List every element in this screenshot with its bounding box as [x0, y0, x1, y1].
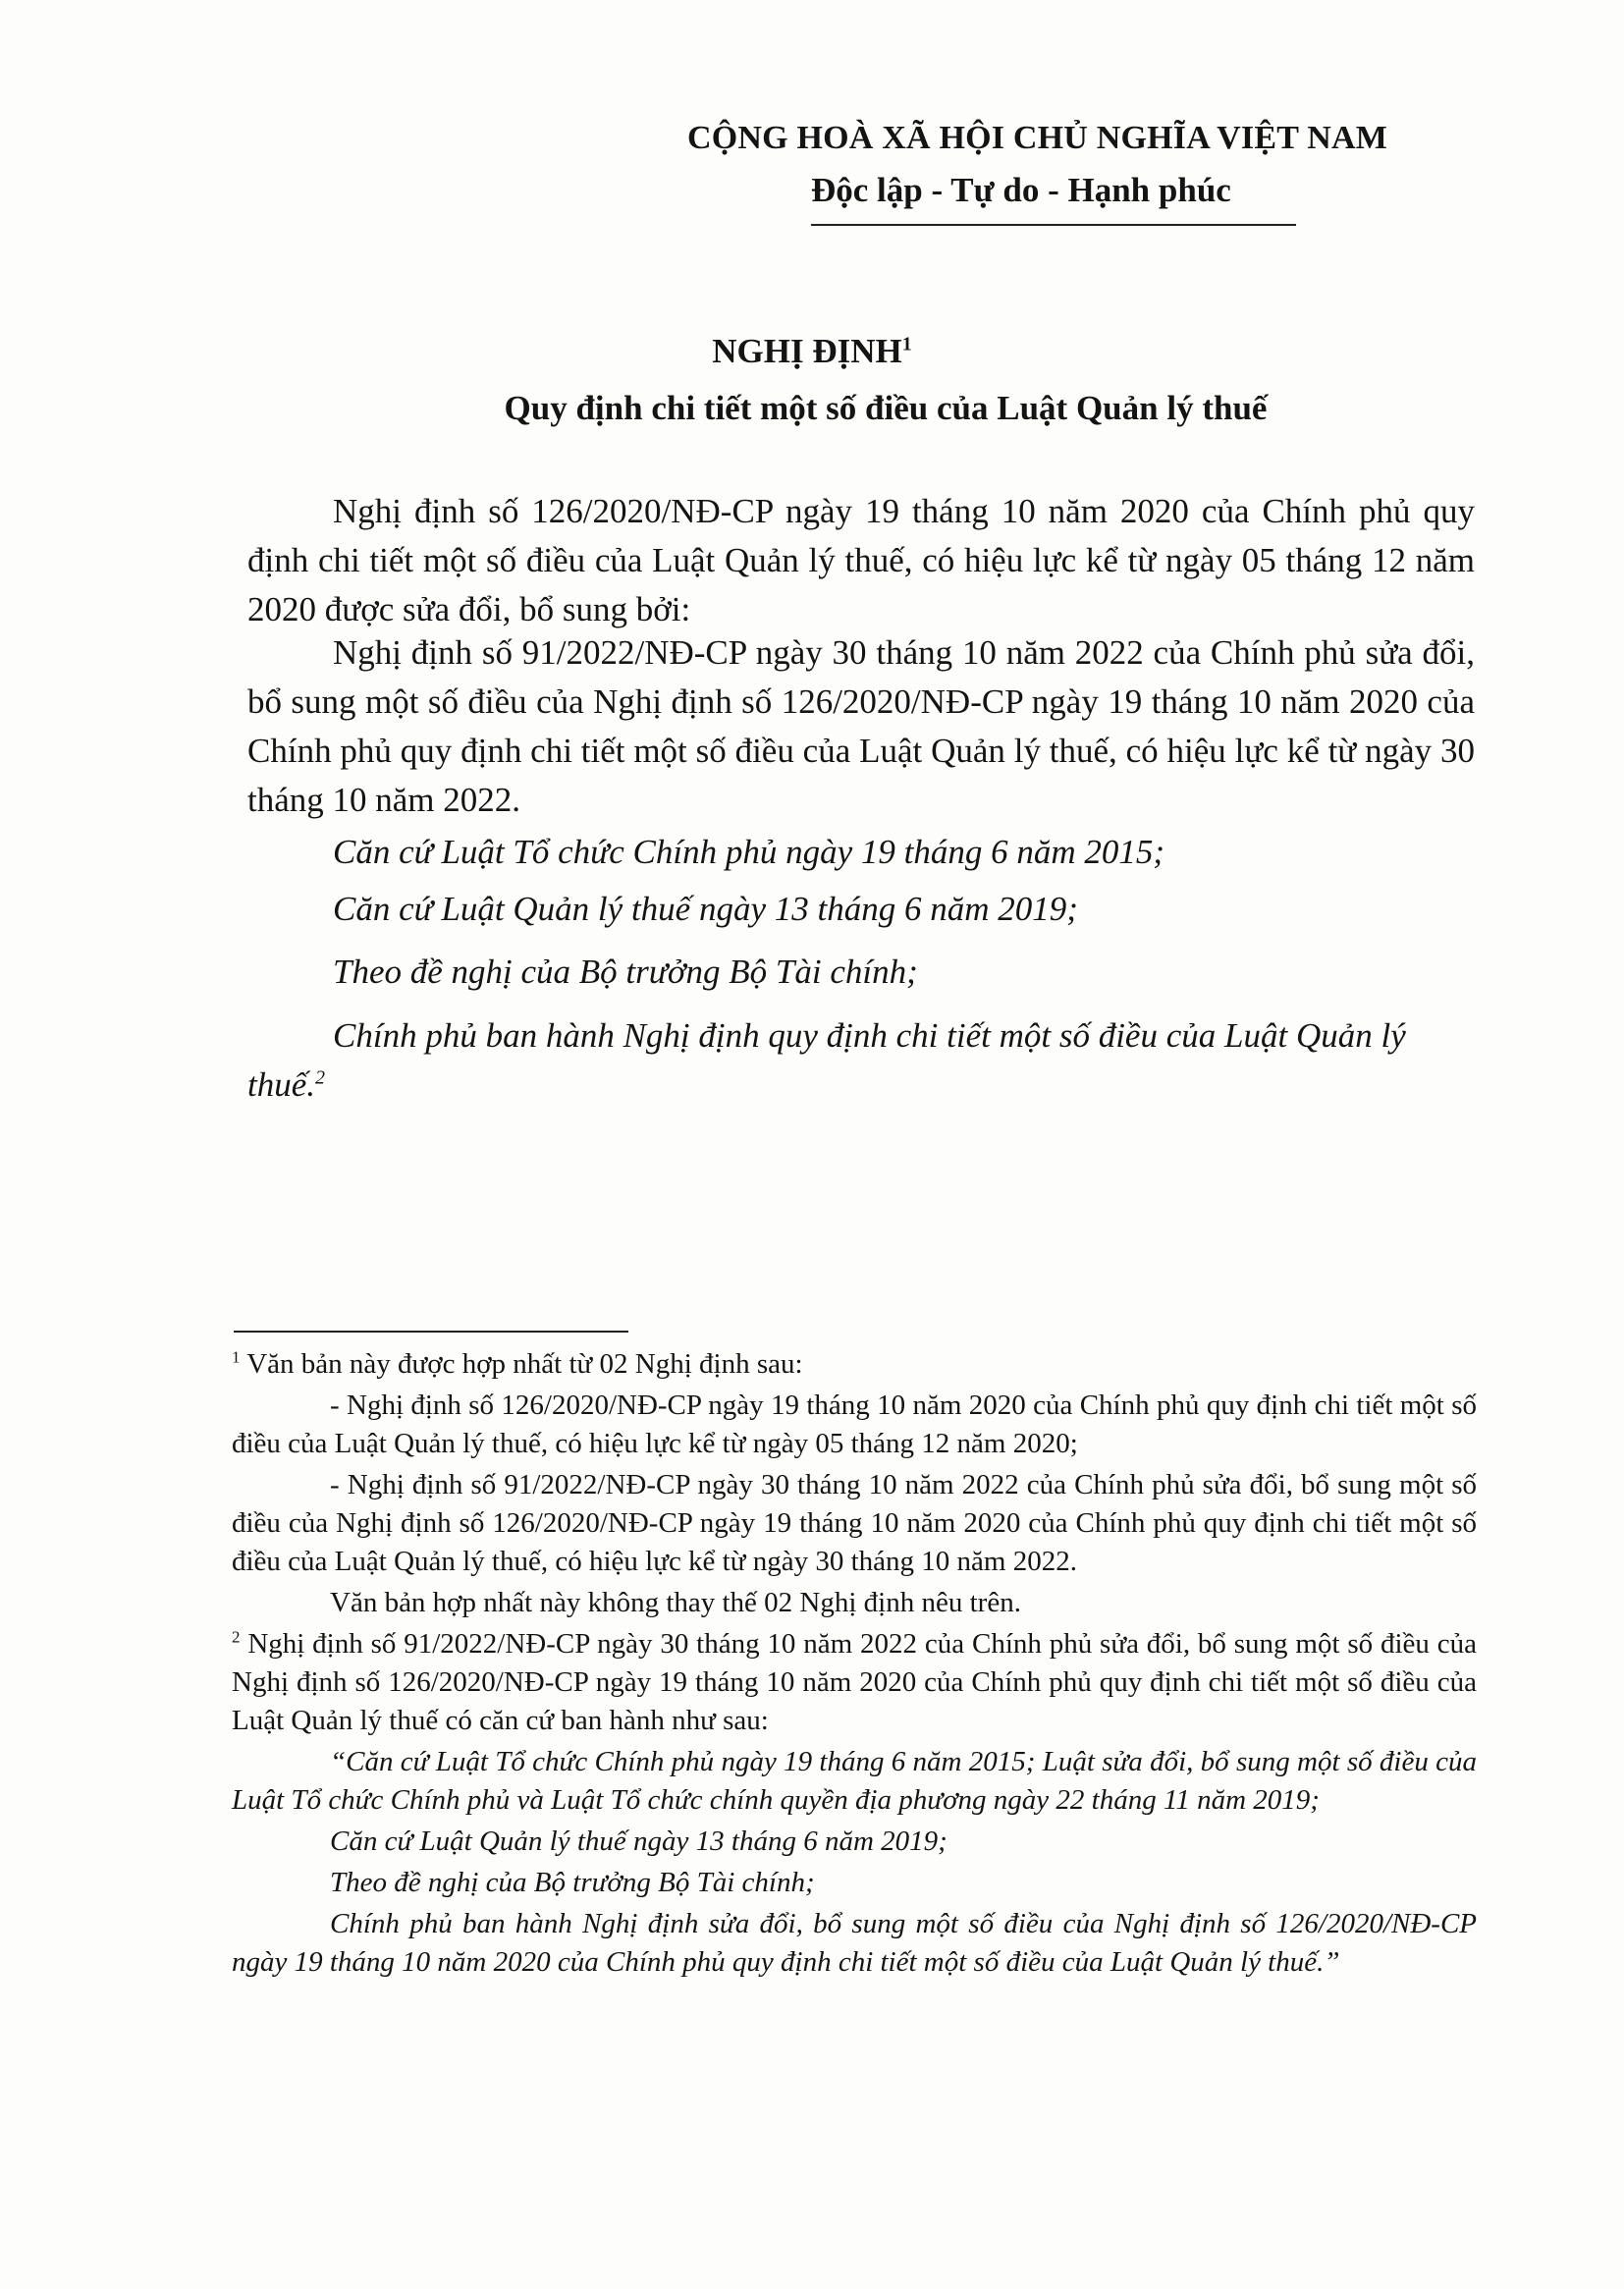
document-title [0, 332, 1624, 371]
footnote-separator [234, 1331, 628, 1333]
body-paragraph-2 [247, 628, 1475, 825]
body-paragraph-1 [247, 487, 1475, 634]
legal-basis-3: Theo đề nghị của Bộ trưởng Bộ Tài chính; [333, 953, 918, 991]
header-underline [811, 224, 1296, 226]
title-footnote-ref[interactable]: 1 [901, 333, 912, 355]
legal-basis-2: Căn cứ Luật Quản lý thuế ngày 13 tháng 6 năm 2019; [333, 890, 1078, 928]
footnote-text: Nghị định số 91/2022/NĐ-CP ngày 30 tháng 10 năm 2022 của Chính phủ sửa đổi, bổ sung một số điều của Nghị định số 126/2020/NĐ-CP ngày 19 tháng 10 năm 2020 của Chính phủ quy định chi tiết một số điều của Luật Quản lý thuế có căn cứ ban hành như sau: [232, 1628, 1477, 1736]
legal-basis-1: Căn cứ Luật Tổ chức Chính phủ ngày 19 tháng 6 năm 2015; [333, 833, 1165, 871]
paragraph-text: Nghị định số 91/2022/NĐ-CP ngày 30 tháng 10 năm 2022 của Chính phủ sửa đổi, bổ sung một số điều của Nghị định số 126/2020/NĐ-CP ngày 19 tháng 10 năm 2020 của Chính phủ quy định chi tiết một số điều của Luật Quản lý thuế, có hiệu lực kể từ ngày 30 tháng 10 năm 2022. [247, 633, 1475, 819]
footnote-1-note: Văn bản hợp nhất này không thay thế 02 Nghị định nêu trên. [330, 1587, 1021, 1618]
title-text: NGHỊ ĐỊNH [712, 332, 902, 370]
national-motto: Độc lập - Tự do - Hạnh phúc [811, 171, 1231, 209]
footnote-1-item-1: - Nghị định số 126/2020/NĐ-CP ngày 19 tháng 10 năm 2020 của Chính phủ quy định chi tiết một số điều của Luật Quản lý thuế, có hiệu lực kể từ ngày 05 tháng 12 năm 2020; [232, 1390, 1477, 1459]
footnote-2-marker: 2 [232, 1627, 241, 1647]
footnote-2-quote-1: “Căn cứ Luật Tổ chức Chính phủ ngày 19 tháng 6 năm 2015; Luật sửa đổi, bổ sung một số điều của Luật Tổ chức Chính phủ và Luật Tổ chức chính quyền địa phương ngày 22 tháng 11 năm 2019; [232, 1746, 1477, 1816]
footnote-2-quote-4: Chính phủ ban hành Nghị định sửa đổi, bổ sung một số điều của Nghị định số 126/2020/NĐ-CP ngày 19 tháng 10 năm 2020 của Chính phủ quy định chi tiết một số điều của Luật Quản lý thuế.” [232, 1908, 1477, 1978]
footnote-1-marker: 1 [232, 1347, 241, 1367]
footnote-2-intro [232, 1625, 1477, 1740]
footnote-text: Văn bản này được hợp nhất từ 02 Nghị định sau: [246, 1348, 803, 1380]
country-name: CỘNG HOÀ XÃ HỘI CHỦ NGHĨA VIỆT NAM [687, 120, 1387, 156]
legal-basis-4 [247, 1011, 1475, 1110]
basis-footnote-ref[interactable]: 2 [315, 1066, 326, 1089]
document-subtitle: Quy định chi tiết một số điều của Luật Quản lý thuế [504, 389, 1268, 427]
footnote-2-quote-3: Theo đề nghị của Bộ trưởng Bộ Tài chính; [330, 1867, 815, 1898]
footnote-2-quote-2: Căn cứ Luật Quản lý thuế ngày 13 tháng 6 năm 2019; [330, 1826, 947, 1857]
footnotes-section [232, 1345, 1477, 1985]
basis-text: Chính phủ ban hành Nghị định quy định chi tiết một số điều của Luật Quản lý thuế. [247, 1016, 1406, 1104]
footnote-1-intro [232, 1345, 1477, 1384]
paragraph-text: Nghị định số 126/2020/NĐ-CP ngày 19 tháng 10 năm 2020 của Chính phủ quy định chi tiết một số điều của Luật Quản lý thuế, có hiệu lực kể từ ngày 05 tháng 12 năm 2020 được sửa đổi, bổ sung bởi: [247, 492, 1475, 628]
footnote-1-item-2: - Nghị định số 91/2022/NĐ-CP ngày 30 tháng 10 năm 2022 của Chính phủ sửa đổi, bổ sung một số điều của Nghị định số 126/2020/NĐ-CP ngày 19 tháng 10 năm 2020 của Chính phủ quy định chi tiết một số điều của Luật Quản lý thuế, có hiệu lực kể từ ngày 30 tháng 10 năm 2022. [232, 1469, 1477, 1577]
